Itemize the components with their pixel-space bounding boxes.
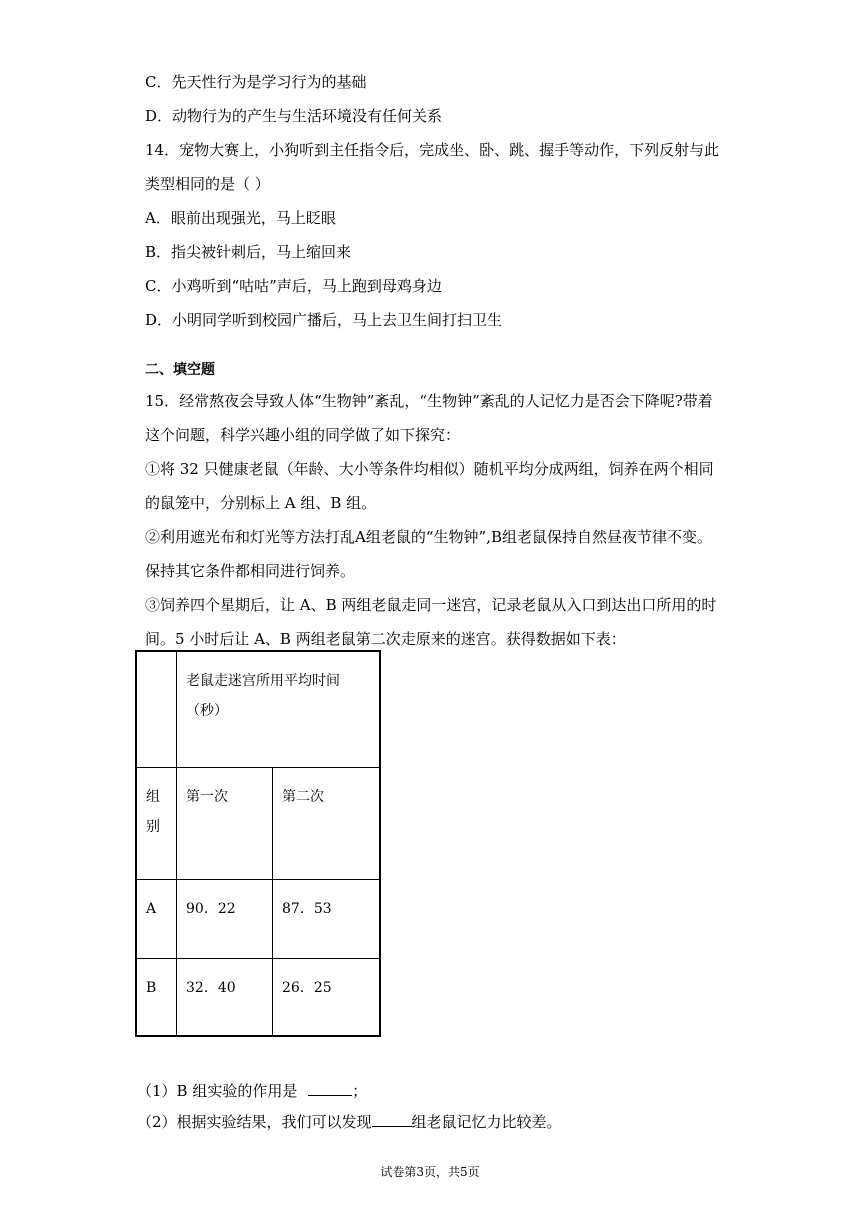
step-1: ①将 32 只健康老鼠（年龄、大小等条件均相似）随机平均分成两组，饲养在两个相同: [145, 460, 714, 478]
sub-question-1-text: （1）B 组实验的作用是: [137, 1082, 298, 1100]
option-b-14: B．指尖被针刺后，马上缩回来: [145, 243, 352, 261]
step-2: ②利用遮光布和灯光等方法打乱A组老鼠的“生物钟”,B组老鼠保持自然昼夜节律不变。: [145, 528, 712, 546]
row-second-value: 26．25: [273, 959, 381, 1037]
table-header: 老鼠走迷宫所用平均时间（秒）: [177, 651, 381, 768]
table-row: [136, 880, 380, 959]
sub-question-2-end: 组老鼠记忆力比较差。: [411, 1113, 562, 1131]
table-row: [136, 959, 380, 1037]
option-c-13: C．先天性行为是学习行为的基础: [145, 73, 367, 91]
question-15-stem-cont: 这个问题，科学兴趣小组的同学做了如下探究：: [145, 426, 461, 444]
step-3-cont: 间。5 小时后让 A、B 两组老鼠第二次走原来的迷宫。获得数据如下表：: [145, 630, 626, 648]
question-15-stem: 15．经常熬夜会导致人体“生物钟”紊乱，“生物钟”紊乱的人记忆力是否会下降呢?带着: [145, 392, 713, 410]
row-second-value: 87．53: [273, 880, 381, 959]
question-14-stem-cont: 类型相同的是（ ）: [145, 175, 270, 193]
sub-question-2: [137, 1112, 562, 1132]
option-d-14: D．小明同学听到校园广播后，马上去卫生间打扫卫生: [145, 311, 503, 329]
row-group: B: [136, 959, 177, 1037]
option-a-14: A．眼前出现强光，马上眨眼: [145, 209, 336, 227]
row-first-value: 32．40: [177, 959, 273, 1037]
group-label: 组别: [136, 768, 177, 880]
sub-question-2-text: （2）根据实验结果，我们可以发现: [137, 1113, 372, 1131]
answer-blank-2[interactable]: [372, 1112, 412, 1127]
sub-question-1: [137, 1081, 367, 1101]
step-1-cont: 的鼠笼中，分别标上 A 组、B 组。: [145, 494, 377, 512]
col-first-header: 第一次: [177, 768, 273, 880]
option-d-13: D．动物行为的产生与生活环境没有任何关系: [145, 107, 443, 125]
row-first-value: 90．22: [177, 880, 273, 959]
data-table: [135, 650, 381, 1034]
step-2-cont: 保持其它条件都相同进行饲养。: [145, 562, 356, 580]
option-c-14: C．小鸡听到“咕咕”声后，马上跑到母鸡身边: [145, 277, 442, 295]
sub-question-1-end: ；: [352, 1082, 368, 1100]
page-footer: 试卷第3页，共5页: [380, 1165, 480, 1179]
step-3: ③饲养四个星期后，让 A、B 两组老鼠走同一迷宫，记录老鼠从入口到达出口所用的时: [145, 596, 717, 614]
row-group: A: [136, 880, 177, 959]
question-14-stem: 14．宠物大赛上，小狗听到主任指令后，完成坐、卧、跳、握手等动作，下列反射与此: [145, 141, 720, 159]
col-second-header: 第二次: [273, 768, 381, 880]
table-corner-cell: [136, 651, 177, 768]
section-heading: 二、填空题: [145, 362, 215, 378]
answer-blank-1[interactable]: [308, 1081, 352, 1096]
